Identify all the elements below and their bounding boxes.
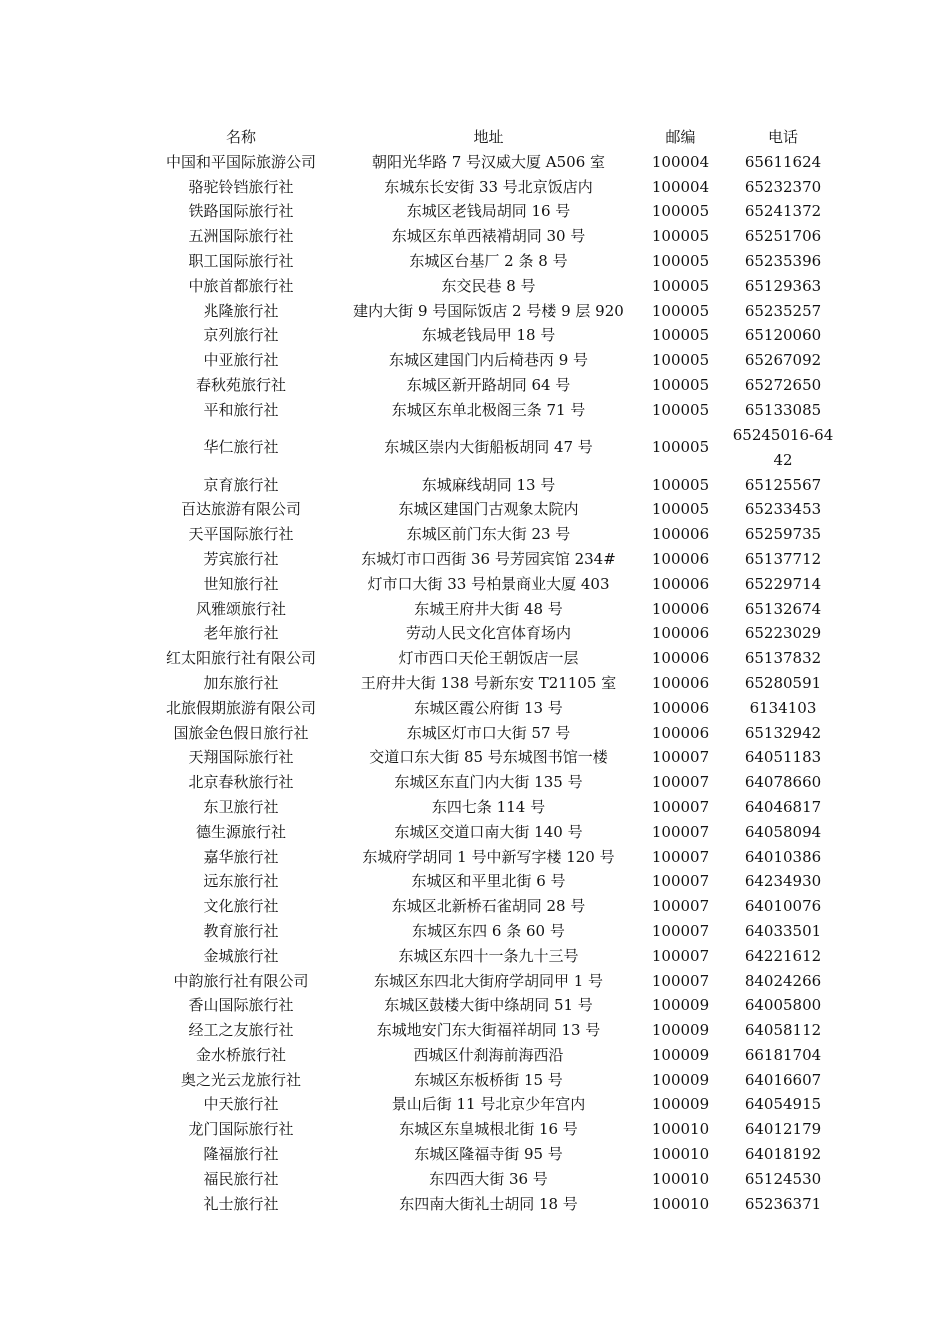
cell-name: 百达旅游有限公司 [180, 500, 301, 519]
cell-zip: 100005 [651, 251, 710, 270]
header-phone: 电话 [767, 128, 798, 146]
cell-phone: 65267092 [744, 351, 822, 370]
table-row [138, 150, 838, 175]
cell-address: 东四南大街礼士胡同 18 号 [399, 1194, 578, 1213]
table-row [138, 323, 838, 348]
cell-zip: 100006 [651, 574, 710, 593]
cell-zip: 100005 [651, 202, 710, 221]
table-row [138, 1192, 838, 1217]
table-row [138, 597, 838, 622]
travel-agency-table [138, 125, 838, 1216]
cell-phone: 65132674 [744, 599, 822, 618]
cell-zip: 100007 [651, 971, 710, 990]
cell-address: 东城区东单西裱褙胡同 30 号 [391, 227, 586, 246]
cell-address: 西城区什刹海前海西沿 [413, 1045, 564, 1064]
table-row [138, 745, 838, 770]
table-row [138, 1092, 838, 1117]
cell-name: 国旅金色假日旅行社 [173, 723, 309, 742]
cell-address: 东城灯市口西街 36 号芳园宾馆 234# [361, 549, 616, 568]
cell-zip: 100009 [651, 1070, 710, 1089]
table-row [138, 1068, 838, 1093]
cell-zip: 100010 [651, 1145, 710, 1164]
cell-phone: 6134103 [749, 698, 817, 717]
cell-name: 华仁旅行社 [203, 438, 279, 457]
cell-name: 香山国际旅行社 [188, 996, 294, 1015]
cell-zip: 100005 [651, 400, 710, 419]
header-zip: 邮编 [665, 128, 696, 146]
cell-name: 远东旅行社 [203, 872, 279, 891]
cell-address: 东城区和平里北街 6 号 [411, 872, 566, 891]
cell-phone: 65259735 [744, 525, 822, 544]
header-name: 名称 [225, 128, 256, 146]
cell-zip: 100007 [651, 847, 710, 866]
cell-phone: 65125567 [744, 475, 822, 494]
cell-zip: 100005 [651, 351, 710, 370]
cell-zip: 100005 [651, 375, 710, 394]
cell-zip: 100005 [651, 227, 710, 246]
cell-address: 东城老钱局甲 18 号 [421, 326, 556, 345]
cell-name: 加东旅行社 [203, 673, 279, 692]
table-row [138, 869, 838, 894]
cell-name: 五洲国际旅行社 [188, 227, 294, 246]
cell-address: 朝阳光华路 7 号汉威大厦 A506 室 [371, 152, 606, 171]
cell-phone: 84024266 [744, 971, 822, 990]
cell-zip: 100006 [651, 525, 710, 544]
cell-name: 金城旅行社 [203, 946, 279, 965]
cell-zip: 100007 [651, 797, 710, 816]
cell-phone: 64054915 [744, 1095, 822, 1114]
cell-phone: 66181704 [744, 1045, 822, 1064]
table-row [138, 820, 838, 845]
table-row [138, 547, 838, 572]
cell-phone: 64046817 [744, 797, 822, 816]
cell-zip: 100010 [651, 1194, 710, 1213]
cell-address: 东城区建国门古观象太院内 [398, 500, 579, 519]
table-row [138, 348, 838, 373]
cell-name: 天翔国际旅行社 [188, 748, 294, 767]
cell-address: 东城府学胡同 1 号中新写字楼 120 号 [362, 847, 615, 866]
cell-phone: 64016607 [744, 1070, 822, 1089]
cell-phone: 65120060 [744, 326, 822, 345]
cell-phone: 64078660 [744, 773, 822, 792]
cell-phone: 65235257 [744, 301, 822, 320]
header-row [138, 125, 838, 150]
cell-name: 老年旅行社 [203, 624, 279, 643]
table-row [138, 770, 838, 795]
cell-name: 文化旅行社 [203, 897, 279, 916]
cell-zip: 100005 [651, 301, 710, 320]
cell-address: 景山后街 11 号北京少年宫内 [391, 1095, 586, 1114]
cell-zip: 100009 [651, 1045, 710, 1064]
cell-zip: 100009 [651, 996, 710, 1015]
cell-phone: 64018192 [744, 1145, 822, 1164]
cell-address: 东城区交道口南大街 140 号 [394, 822, 583, 841]
cell-address: 东交民巷 8 号 [441, 276, 536, 295]
table-row [138, 423, 838, 473]
cell-address: 东城区建国门内后椅巷丙 9 号 [388, 351, 589, 370]
cell-name: 风雅颂旅行社 [195, 599, 286, 618]
cell-zip: 100007 [651, 773, 710, 792]
cell-zip: 100007 [651, 822, 710, 841]
cell-address: 东城地安门东大街福祥胡同 13 号 [376, 1021, 601, 1040]
table-row [138, 646, 838, 671]
table-row [138, 398, 838, 423]
cell-name: 福民旅行社 [203, 1169, 279, 1188]
cell-phone: 65223029 [744, 624, 822, 643]
table-row [138, 721, 838, 746]
cell-address: 东城区台基厂 2 条 8 号 [409, 251, 568, 270]
table-row [138, 522, 838, 547]
cell-name: 嘉华旅行社 [203, 847, 279, 866]
cell-name: 教育旅行社 [203, 921, 279, 940]
cell-address: 东城区崇内大街船板胡同 47 号 [384, 438, 593, 457]
table-row [138, 224, 838, 249]
cell-address: 东城东长安街 33 号北京饭店内 [384, 177, 593, 196]
cell-address: 王府井大街 138 号新东安 T21105 室 [360, 673, 617, 692]
cell-zip: 100006 [651, 649, 710, 668]
cell-name: 奥之光云龙旅行社 [180, 1070, 301, 1089]
cell-zip: 100006 [651, 599, 710, 618]
table-row [138, 671, 838, 696]
table-row [138, 497, 838, 522]
cell-address: 建内大街 9 号国际饭店 2 号楼 9 层 920 [353, 301, 624, 320]
cell-phone: 64010386 [744, 847, 822, 866]
cell-address: 东城区老钱局胡同 16 号 [406, 202, 571, 221]
cell-phone: 65272650 [744, 375, 822, 394]
table-row [138, 1167, 838, 1192]
table-row [138, 845, 838, 870]
cell-name: 中旅首都旅行社 [188, 276, 294, 295]
cell-phone: 65245016-6442 [732, 425, 834, 469]
table-row [138, 1018, 838, 1043]
cell-name: 职工国际旅行社 [188, 251, 294, 270]
cell-zip: 100004 [651, 177, 710, 196]
cell-zip: 100007 [651, 897, 710, 916]
cell-zip: 100006 [651, 549, 710, 568]
cell-phone: 65232370 [744, 177, 822, 196]
cell-name: 龙门国际旅行社 [188, 1120, 294, 1139]
table-row [138, 621, 838, 646]
cell-address: 东城区东板桥街 15 号 [414, 1070, 563, 1089]
cell-name: 兆隆旅行社 [203, 301, 279, 320]
cell-address: 东城麻线胡同 13 号 [421, 475, 556, 494]
table-row [138, 696, 838, 721]
cell-phone: 65132942 [744, 723, 822, 742]
cell-name: 铁路国际旅行社 [188, 202, 294, 221]
cell-address: 东城区新开路胡同 64 号 [406, 375, 571, 394]
cell-address: 东城区东四十一条九十三号 [398, 946, 579, 965]
cell-name: 礼士旅行社 [203, 1194, 279, 1213]
cell-name: 天平国际旅行社 [188, 525, 294, 544]
cell-zip: 100009 [651, 1095, 710, 1114]
cell-address: 东城区东直门内大街 135 号 [394, 773, 583, 792]
cell-phone: 64058112 [744, 1021, 822, 1040]
cell-name: 北京春秋旅行社 [188, 773, 294, 792]
cell-name: 骆驼铃铛旅行社 [188, 177, 294, 196]
cell-name: 平和旅行社 [203, 400, 279, 419]
cell-address: 东四西大街 36 号 [429, 1169, 548, 1188]
table-row [138, 572, 838, 597]
cell-address: 东城王府井大街 48 号 [414, 599, 563, 618]
cell-address: 东城区东四 6 条 60 号 [412, 921, 565, 940]
cell-phone: 64010076 [744, 897, 822, 916]
table-body [138, 150, 838, 1217]
table-row [138, 299, 838, 324]
cell-name: 红太阳旅行社有限公司 [165, 649, 316, 668]
cell-phone: 65241372 [744, 202, 822, 221]
cell-phone: 65129363 [744, 276, 822, 295]
cell-name: 经工之友旅行社 [188, 1021, 294, 1040]
table-row [138, 1142, 838, 1167]
cell-address: 交道口东大街 85 号东城图书馆一楼 [369, 748, 608, 767]
cell-zip: 100005 [651, 475, 710, 494]
cell-address: 东城区灯市口大街 57 号 [406, 723, 571, 742]
cell-zip: 100005 [651, 438, 710, 457]
cell-address: 东四七条 114 号 [431, 797, 546, 816]
cell-name: 京列旅行社 [203, 326, 279, 345]
cell-phone: 65611624 [744, 152, 822, 171]
table-row [138, 373, 838, 398]
cell-phone: 65124530 [744, 1169, 822, 1188]
cell-phone: 65280591 [744, 673, 822, 692]
cell-zip: 100004 [651, 152, 710, 171]
table-row [138, 249, 838, 274]
cell-phone: 64012179 [744, 1120, 822, 1139]
cell-address: 东城区隆福寺街 95 号 [414, 1145, 563, 1164]
table-row [138, 993, 838, 1018]
cell-zip: 100007 [651, 748, 710, 767]
cell-address: 东城区北新桥石雀胡同 28 号 [391, 897, 586, 916]
table-row [138, 274, 838, 299]
cell-name: 京育旅行社 [203, 475, 279, 494]
cell-address: 东城区东四北大街府学胡同甲 1 号 [373, 971, 604, 990]
cell-zip: 100005 [651, 326, 710, 345]
cell-phone: 64033501 [744, 921, 822, 940]
cell-zip: 100009 [651, 1021, 710, 1040]
travel-agency-sheet [138, 125, 838, 1216]
cell-phone: 65229714 [744, 574, 822, 593]
cell-zip: 100010 [651, 1120, 710, 1139]
cell-name: 中韵旅行社有限公司 [173, 971, 309, 990]
cell-name: 中天旅行社 [203, 1095, 279, 1114]
cell-phone: 64221612 [744, 946, 822, 965]
cell-name: 隆福旅行社 [203, 1145, 279, 1164]
table-row [138, 894, 838, 919]
cell-address: 东城区前门东大街 23 号 [406, 525, 571, 544]
cell-phone: 64234930 [744, 872, 822, 891]
cell-zip: 100006 [651, 723, 710, 742]
cell-address: 东城区霞公府街 13 号 [414, 698, 563, 717]
cell-phone: 64051183 [744, 748, 822, 767]
table-row [138, 175, 838, 200]
table-row [138, 1117, 838, 1142]
cell-name: 金水桥旅行社 [195, 1045, 286, 1064]
table-row [138, 1043, 838, 1068]
cell-zip: 100006 [651, 673, 710, 692]
cell-name: 东卫旅行社 [203, 797, 279, 816]
cell-address: 劳动人民文化宫体育场内 [405, 624, 571, 643]
table-row [138, 919, 838, 944]
cell-address: 灯市西口天伦王朝饭店一层 [398, 649, 579, 668]
table-row [138, 969, 838, 994]
cell-address: 东城区东皇城根北街 16 号 [399, 1120, 578, 1139]
cell-zip: 100005 [651, 276, 710, 295]
cell-phone: 65137832 [744, 649, 822, 668]
cell-name: 世知旅行社 [203, 574, 279, 593]
cell-zip: 100006 [651, 698, 710, 717]
cell-name: 德生源旅行社 [195, 822, 286, 841]
cell-phone: 65251706 [744, 227, 822, 246]
cell-name: 芳宾旅行社 [203, 549, 279, 568]
cell-phone: 65137712 [744, 549, 822, 568]
cell-address: 灯市口大街 33 号柏景商业大厦 403 [367, 574, 610, 593]
cell-phone: 65236371 [744, 1194, 822, 1213]
cell-phone: 64005800 [744, 996, 822, 1015]
cell-name: 春秋苑旅行社 [195, 375, 286, 394]
cell-zip: 100007 [651, 946, 710, 965]
table-row [138, 944, 838, 969]
table-row [138, 795, 838, 820]
header-address: 地址 [473, 128, 504, 146]
cell-phone: 65233453 [744, 500, 822, 519]
cell-address: 东城区东单北极阁三条 71 号 [391, 400, 586, 419]
cell-zip: 100007 [651, 872, 710, 891]
cell-name: 中国和平国际旅游公司 [165, 152, 316, 171]
table-row [138, 473, 838, 498]
cell-zip: 100010 [651, 1169, 710, 1188]
cell-name: 北旅假期旅游有限公司 [165, 698, 316, 717]
cell-phone: 65235396 [744, 251, 822, 270]
cell-zip: 100005 [651, 500, 710, 519]
cell-phone: 64058094 [744, 822, 822, 841]
cell-phone: 65133085 [744, 400, 822, 419]
cell-name: 中亚旅行社 [203, 351, 279, 370]
cell-address: 东城区鼓楼大街中绦胡同 51 号 [384, 996, 593, 1015]
cell-zip: 100006 [651, 624, 710, 643]
cell-zip: 100007 [651, 921, 710, 940]
table-row [138, 199, 838, 224]
